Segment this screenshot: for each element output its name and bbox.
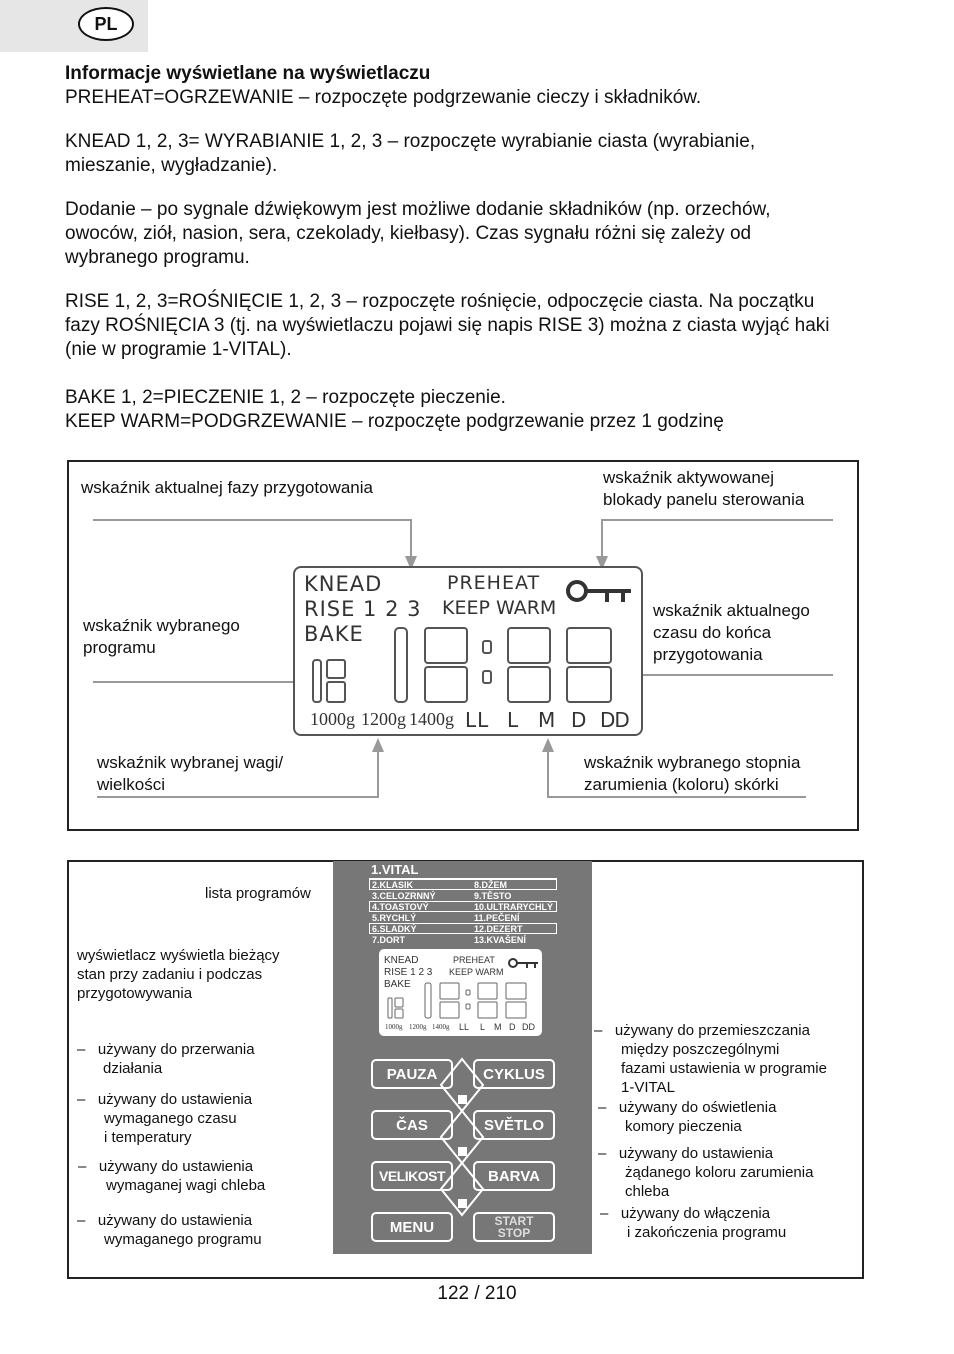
control-panel [333, 861, 592, 1254]
program-6: 6.SLADKÝ [372, 924, 417, 934]
label-menu-line1: – używany do ustawienia [77, 1212, 253, 1229]
label-program-line1: wskaźnik wybranego [83, 616, 240, 635]
para-knead-line1: KNEAD 1, 2, 3= WYRABIANIE 1, 2, 3 – rozpoczęte wyrabianie ciasta (wyrabianie, [65, 131, 756, 152]
page-total: / 210 [469, 1283, 517, 1304]
lcd-keepwarm: KEEP WARM [442, 597, 557, 619]
small-lcd-w1: 1000g [385, 1023, 403, 1031]
lcd-color-l: L [507, 708, 520, 732]
lcd-bake: BAKE [304, 622, 364, 646]
label-time-line1: – używany do ustawienia [77, 1091, 253, 1108]
arrow-phase [93, 520, 411, 560]
small-lcd-knead: KNEAD [384, 955, 419, 966]
label-cycle-line4: 1-VITAL [621, 1079, 675, 1096]
para-knead-line2: mieszanie, wygładzanie). [65, 155, 278, 176]
program-10: 10.ULTRARYCHLÝ [474, 902, 554, 912]
program-3: 3.CELOZRNNÝ [372, 891, 436, 901]
small-lcd-w2: 1200g [409, 1023, 427, 1031]
program-12: 12.DEZERT [474, 924, 523, 934]
program-13: 13.KVAŠENÍ [474, 935, 526, 945]
label-display-line3: przygotowywania [77, 985, 193, 1002]
lcd-digits [305, 623, 635, 708]
light-button[interactable]: SVĚTLO [473, 1110, 555, 1140]
label-time-line2: czasu do końca [653, 623, 772, 642]
program-11: 11.PEČENÍ [474, 913, 520, 923]
start-stop-button[interactable] [473, 1212, 555, 1242]
label-cycle-line3: fazami ustawienia w programie [621, 1060, 827, 1077]
para-preheat: PREHEAT=OGRZEWANIE – rozpoczęte podgrzewanie cieczy i składników. [65, 87, 702, 108]
label-time-line2: wymaganego czasu [104, 1110, 237, 1127]
label-phase: wskaźnik aktualnej fazy przygotowania [81, 478, 373, 497]
para-rise-line3: (nie w programie 1-VITAL). [65, 339, 292, 360]
lcd-preheat: PREHEAT [447, 572, 541, 594]
page-number [0, 1283, 954, 1305]
label-weight-line2: wielkości [97, 775, 166, 794]
label-pause-line2: działania [103, 1060, 163, 1077]
panel-diamond-decor [333, 861, 592, 1254]
label-lock-line1: wskaźnik aktywowanej [603, 468, 775, 487]
small-lcd-c1: LL [459, 1022, 470, 1032]
label-lock-line2: blokady panelu sterowania [603, 490, 805, 509]
small-lcd-preheat: PREHEAT [453, 955, 495, 965]
key-lock-icon [565, 578, 635, 608]
program-title: 1.VITAL [371, 862, 419, 877]
small-lcd-w3: 1400g [432, 1023, 450, 1031]
start-label: START [494, 1214, 534, 1228]
label-pause-line1: – używany do przerwania [77, 1041, 255, 1058]
lcd-color-ll: LL [465, 708, 490, 732]
lcd-rise: RISE 1 2 3 [304, 597, 422, 621]
language-badge: PL [78, 7, 134, 41]
small-lcd-keepwarm: KEEP WARM [449, 967, 504, 977]
para-add-line1: Dodanie – po sygnale dźwiękowym jest możliwe dodanie składników (np. orzechów, [65, 199, 771, 220]
program-2: 2.KLASIK [372, 880, 414, 890]
label-time-line3: i temperatury [104, 1129, 192, 1146]
para-bake-line: BAKE 1, 2=PIECZENIE 1, 2 – rozpoczęte pieczenie. [65, 387, 506, 408]
arrow-lock [602, 520, 833, 560]
program-8: 8.DŽEM [474, 880, 508, 890]
label-color-line1: wskaźnik wybranego stopnia [584, 753, 801, 772]
lcd-weight-1000: 1000g [310, 709, 355, 729]
label-time-line3: przygotowania [653, 645, 763, 664]
section-title: Informacje wyświetlane na wyświetlaczu [65, 63, 431, 84]
small-lcd-c2: L [480, 1022, 486, 1032]
pause-button[interactable]: PAUZA [371, 1059, 453, 1089]
label-cycle-line2: między poszczególnymi [621, 1041, 780, 1058]
label-cycle-line1: – używany do przemieszczania [594, 1022, 810, 1039]
label-display-line2: stan przy zadaniu i podczas [77, 966, 263, 983]
color-button[interactable]: BARVA [473, 1161, 555, 1191]
small-lcd-c5: DD [522, 1022, 535, 1032]
para-rise-line1: RISE 1, 2, 3=ROŚNIĘCIE 1, 2, 3 – rozpoczęte rośnięcie, odpoczęcie ciasta. Na początku [65, 291, 815, 312]
label-start-line1: – używany do włączenia [600, 1205, 771, 1222]
label-program-list: lista programów [205, 885, 311, 902]
lcd-display-large [293, 566, 643, 736]
lcd-weight-1200: 1200g [361, 709, 406, 729]
program-4: 4.TOASTOVÝ [372, 902, 429, 912]
size-button[interactable]: VELIKOST [371, 1161, 453, 1191]
label-menu-line2: wymaganego programu [104, 1231, 262, 1248]
label-size-line2: wymaganej wagi chleba [106, 1177, 266, 1194]
lcd-color-dd: DD [600, 708, 629, 732]
lcd-knead: KNEAD [304, 572, 383, 596]
small-lcd-c3: M [494, 1022, 502, 1032]
small-lcd-bake: BAKE [384, 979, 411, 990]
para-add-line3: wybranego programu. [65, 247, 250, 268]
lcd-color-d: D [571, 708, 588, 732]
label-program-line2: programu [83, 638, 156, 657]
program-5: 5.RYCHLÝ [372, 913, 417, 923]
label-color-line3: chleba [625, 1183, 670, 1200]
label-color-line2: żądanego koloru zarumienia [625, 1164, 814, 1181]
label-color-line2: zarumienia (koloru) skórki [584, 775, 779, 794]
small-lcd-c4: D [509, 1022, 516, 1032]
label-display-line1: wyświetlacz wyświetla bieżący [77, 947, 280, 964]
label-weight-line1: wskaźnik wybranej wagi/ [97, 753, 284, 772]
para-add-line2: owoców, ziół, nasion, sera, czekolady, kiełbasy). Czas sygnału różni się zależy od [65, 223, 752, 244]
lcd-weight-1400: 1400g [409, 709, 454, 729]
time-button[interactable]: ČAS [371, 1110, 453, 1140]
menu-button[interactable]: MENU [371, 1212, 453, 1242]
program-7: 7.DORT [372, 935, 406, 945]
stop-label: STOP [497, 1226, 531, 1240]
cycle-button[interactable]: CYKLUS [473, 1059, 555, 1089]
label-time-line1: wskaźnik aktualnego [653, 601, 810, 620]
label-light-line2: komory pieczenia [625, 1118, 742, 1135]
label-color-line1: – używany do ustawienia [598, 1145, 774, 1162]
page-current: 122 [437, 1283, 470, 1304]
para-keepwarm-line: KEEP WARM=PODGRZEWANIE – rozpoczęte podgrzewanie przez 1 godzinę [65, 411, 724, 432]
label-light-line1: – używany do oświetlenia [598, 1099, 777, 1116]
label-size-line1: – używany do ustawienia [78, 1158, 254, 1175]
small-lcd-rise: RISE 1 2 3 [384, 967, 433, 978]
label-start-line2: i zakończenia programu [627, 1224, 787, 1241]
lcd-color-m: M [538, 708, 557, 732]
program-9: 9.TĚSTO [474, 891, 512, 901]
para-rise-line2: fazy ROŚNIĘCIA 3 (tj. na wyświetlaczu pojawi się napis RISE 3) można z ciasta wyjąć haki [65, 315, 830, 336]
